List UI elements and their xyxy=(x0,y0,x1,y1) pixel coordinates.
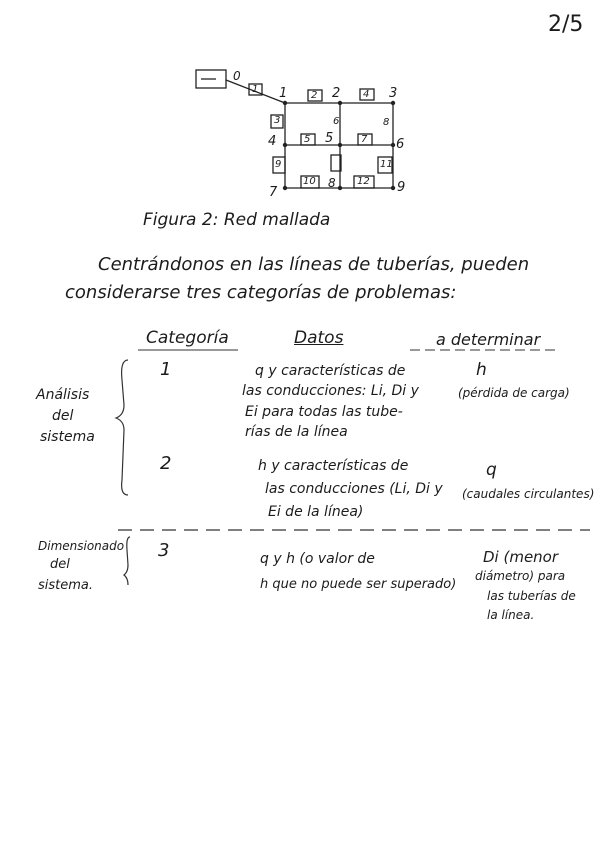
row-result-note: (pérdida de carga) xyxy=(458,386,570,400)
node-label: 8 xyxy=(328,176,336,190)
row-result-note: la línea. xyxy=(487,608,535,622)
node-label: 9 xyxy=(397,180,406,195)
header-categoria: Categoría xyxy=(146,328,229,348)
pipe-label: 5 xyxy=(304,134,311,145)
pipe-label: 3 xyxy=(274,115,281,126)
pipe-label: 1 xyxy=(252,84,259,95)
row-data-line: h y características de xyxy=(258,458,409,474)
row-result: q xyxy=(486,460,497,480)
node-label: 4 xyxy=(268,134,277,149)
row-data-line: Ei para todas las tube- xyxy=(245,404,403,420)
row-category: 1 xyxy=(160,359,172,380)
row-result-note: (caudales circulantes) xyxy=(462,487,595,501)
dimensioning-brace xyxy=(124,537,130,585)
row-result: h xyxy=(476,360,487,380)
intro-line-1: Centrándonos en las líneas de tuberías, pueden xyxy=(98,254,530,275)
pipe-label: 11 xyxy=(380,159,393,170)
group-label-analysis: Análisis xyxy=(36,387,90,403)
row-data-line: rías de la línea xyxy=(245,424,348,440)
row-data-line: Ei de la línea) xyxy=(268,504,364,520)
header-datos: Datos xyxy=(294,328,344,348)
pipe-label: 2 xyxy=(311,90,318,101)
row-result-note: diámetro) para xyxy=(475,569,566,583)
row-data-line: q y características de xyxy=(255,363,406,379)
node-label: 6 xyxy=(396,137,405,152)
node-label: 3 xyxy=(389,86,398,101)
pipe-label: 8 xyxy=(383,117,390,128)
group-label-dimensioning: Dimensionado xyxy=(38,539,125,553)
row-category: 2 xyxy=(160,453,172,474)
row-data-line: las conducciones (Li, Di y xyxy=(265,481,443,497)
intro-line-2: considerarse tres categorías de problemas: xyxy=(65,282,457,303)
row-category: 3 xyxy=(158,540,170,561)
row-data-line: h que no puede ser superado) xyxy=(260,577,457,592)
row-data-line: q y h (o valor de xyxy=(260,551,375,567)
group-label-analysis: del xyxy=(52,408,74,424)
row-result-note: las tuberías de xyxy=(487,589,576,603)
node-label: 1 xyxy=(279,86,288,101)
pipe-label: 10 xyxy=(303,176,316,187)
row-result: Di (menor xyxy=(483,548,559,566)
node-label: 5 xyxy=(325,131,334,146)
analysis-brace xyxy=(116,360,128,495)
pipe-label: 9 xyxy=(275,159,282,170)
page-number: 2/5 xyxy=(548,12,584,37)
reservoir-label: 0 xyxy=(233,69,241,83)
pipe-label: 7 xyxy=(361,134,368,145)
header-determinar: a determinar xyxy=(436,330,541,349)
group-label-analysis: sistema xyxy=(40,429,95,445)
group-label-dimensioning: del xyxy=(50,557,70,572)
row-data-line: las conducciones: Li, Di y xyxy=(242,383,419,399)
group-label-dimensioning: sistema. xyxy=(38,578,94,593)
pipe-label: 4 xyxy=(363,89,370,100)
node-label: 7 xyxy=(269,185,278,200)
figure-caption: Figura 2: Red mallada xyxy=(143,210,331,230)
pipe-label: 12 xyxy=(357,176,370,187)
node-label: 2 xyxy=(332,86,341,101)
pipe-label: 6 xyxy=(333,116,340,127)
